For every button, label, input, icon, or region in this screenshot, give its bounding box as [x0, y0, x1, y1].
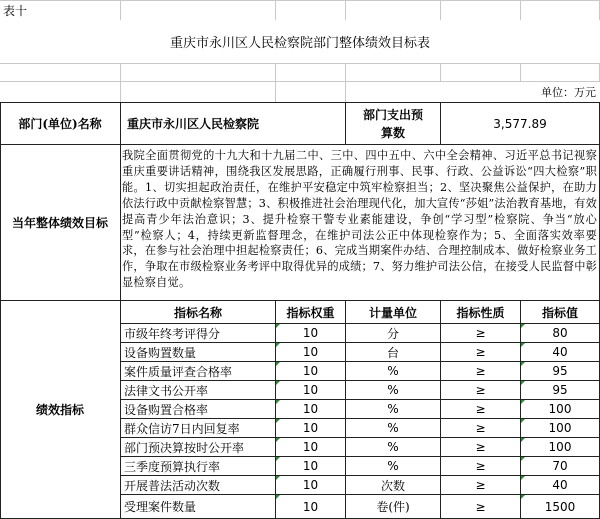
- budget-value: 3,577.89: [493, 116, 547, 131]
- indicator-nature: ≥: [475, 478, 486, 492]
- page-title: 重庆市永川区人民检察院部门整体绩效目标表: [0, 20, 600, 63]
- indicator-weight: 10: [302, 364, 319, 378]
- indicator-nature: ≥: [475, 499, 486, 514]
- cell-marker: [276, 457, 280, 461]
- indicator-unit: 分: [386, 326, 399, 341]
- indicator-nature: ≥: [475, 383, 486, 397]
- cell-marker: [521, 343, 525, 347]
- indicator-value: 1500: [544, 499, 576, 514]
- indicator-value: 80: [552, 326, 568, 340]
- indicator-name: 群众信访7日内回复率: [124, 421, 240, 436]
- goal-label: 当年整体绩效目标: [11, 216, 108, 230]
- indicator-weight: 10: [302, 402, 319, 416]
- dept-name: 重庆市永川区人民检察院: [127, 117, 260, 131]
- indicator-nature: ≥: [475, 459, 486, 473]
- indicator-unit: %: [387, 421, 399, 435]
- indicator-value: 40: [552, 345, 568, 359]
- cell-marker: [276, 362, 280, 366]
- sheet-label: 表十: [3, 3, 28, 18]
- cell-marker: [521, 457, 525, 461]
- indicator-name: 市级年终考评得分: [124, 326, 221, 341]
- cell-marker: [276, 495, 280, 499]
- indicator-value: 70: [552, 459, 568, 473]
- indicator-weight: 10: [302, 440, 319, 454]
- indicator-nature: ≥: [475, 326, 486, 340]
- indicator-weight: 10: [302, 326, 319, 340]
- indicator-unit: 次数: [380, 478, 405, 493]
- cell-marker: [276, 400, 280, 404]
- indicator-name: 法律文书公开率: [124, 383, 209, 398]
- cell-marker: [276, 419, 280, 423]
- indicator-weight: 10: [302, 383, 319, 397]
- dept-label: 部门(单位)名称: [18, 117, 102, 131]
- cell-marker: [276, 324, 280, 328]
- budget-label: 部门支出预算数: [362, 107, 423, 140]
- indicator-name: 受理案件数量: [124, 500, 197, 514]
- goal-text: 我院全面贯彻党的十九大和十九届二中、三中、四中五中、六中全会精神、习近平总书记视察重庆重要讲话精神，围绕我区发展思路，正确履行刑事、民事、行政、公益诉讼“四大检察”职能。1、切实担起政治责任，在维护平安稳定中筑牢检察担当；2、坚决聚焦公益保护，在助力依法行政中贡献检察智慧；3、积极推进社会治理现代化，加大宣传“莎姐”法治教育基地，有效提高青少年法治意识；3、提升检察干警专业素能建设，争创“学习型”检察院、争当“放心型”检察人；4，持续更新监督理念，在维护司法公正中体现检察作为；5、全面落实效率要求，在参与社会治理中担起检察责任；6、完成当期案件办结、合理控制成本、做好检察业务工作，争取在市级检察业务考评中取得优异的成绩；7、努力维护司法公信，在接受人民监督中彰显检察自觉。: [122, 149, 597, 290]
- indicator-unit: %: [387, 459, 399, 473]
- cell-marker: [521, 324, 525, 328]
- cell-marker: [521, 438, 525, 442]
- indicator-name: 部门预决算按时公开率: [124, 440, 245, 455]
- col-header-name: 指标名称: [173, 305, 222, 320]
- indicator-name: 设备购置合格率: [124, 402, 209, 417]
- indicator-name: 案件质量评查合格率: [124, 364, 233, 379]
- indicator-value: 100: [548, 402, 572, 416]
- indicator-value: 40: [552, 478, 568, 492]
- indicator-weight: 10: [302, 499, 319, 514]
- indicator-unit: %: [387, 364, 399, 378]
- indicator-unit: %: [387, 440, 399, 454]
- indicator-name: 三季度预算执行率: [124, 459, 221, 474]
- indicator-name: 开展普法活动次数: [124, 478, 221, 493]
- cell-marker: [521, 419, 525, 423]
- indicator-nature: ≥: [475, 440, 486, 454]
- cell-marker: [521, 476, 525, 480]
- col-header-unit: 计量单位: [368, 305, 417, 320]
- indicators-label: 绩效指标: [35, 403, 84, 417]
- col-header-weight: 指标权重: [286, 305, 335, 320]
- cell-marker: [276, 476, 280, 480]
- cell-marker: [521, 495, 525, 499]
- indicator-value: 100: [548, 440, 572, 454]
- indicator-value: 95: [552, 383, 568, 397]
- indicator-value: 95: [552, 364, 568, 378]
- indicator-weight: 10: [302, 459, 319, 473]
- indicator-unit: 台: [386, 345, 399, 360]
- cell-marker: [521, 381, 525, 385]
- indicator-nature: ≥: [475, 345, 486, 359]
- indicator-weight: 10: [302, 478, 319, 492]
- cell-marker: [276, 343, 280, 347]
- indicator-name: 设备购置数量: [124, 345, 197, 360]
- col-header-value: 指标值: [541, 305, 578, 320]
- indicator-nature: ≥: [475, 364, 486, 378]
- indicator-unit: %: [387, 383, 399, 397]
- indicator-weight: 10: [302, 345, 319, 359]
- unit-label: 单位：万元: [440, 82, 600, 102]
- cell-marker: [276, 381, 280, 385]
- indicator-nature: ≥: [475, 402, 486, 416]
- indicator-nature: ≥: [475, 421, 486, 435]
- indicator-unit: 卷(件): [376, 500, 410, 514]
- indicator-value: 100: [548, 421, 572, 435]
- cell-marker: [276, 438, 280, 442]
- col-header-nature: 指标性质: [456, 305, 505, 320]
- indicator-weight: 10: [302, 421, 319, 435]
- cell-marker: [521, 400, 525, 404]
- indicator-unit: %: [387, 402, 399, 416]
- cell-marker: [521, 362, 525, 366]
